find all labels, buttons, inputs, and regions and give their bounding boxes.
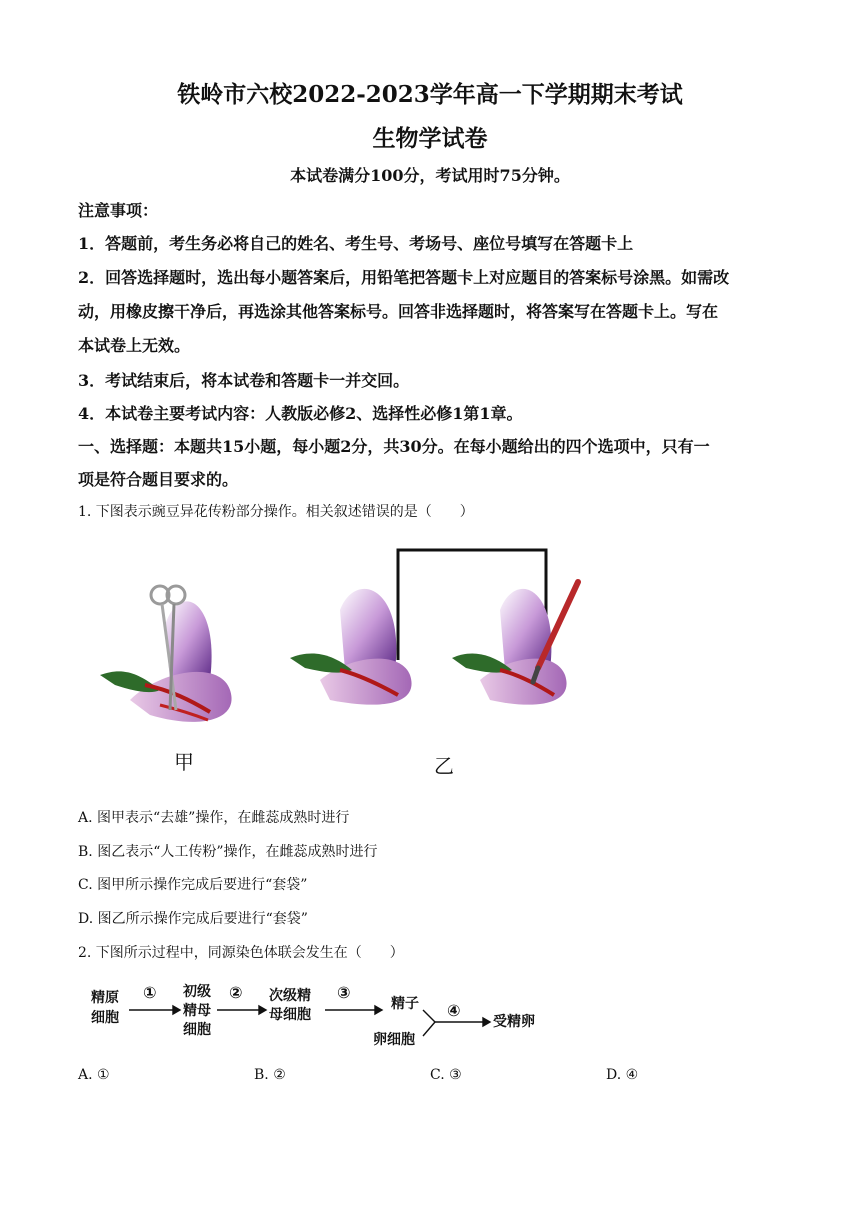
node-spermatogonium-line-2: 细胞 [91,1010,119,1026]
note-item-2-line-1: 2．回答选择题时，选出每小题答案后，用铅笔把答题卡上对应题目的答案标号涂黑。如需改 [78,268,730,287]
flower-b-right-with-brush [452,582,578,705]
question-1-stem: 1. 下图表示豌豆异花传粉部分操作。相关叙述错误的是（ ） [78,504,474,520]
step-3-label: ③ [337,983,351,1002]
question-1-option-d: D. 图乙所示操作完成后要进行“套袋” [78,911,308,927]
section-1-heading-line-1: 一、选择题：本题共15小题，每小题2分，共30分。在每小题给出的四个选项中，只有一 [78,437,710,456]
question-2-option-b: B. ② [254,1067,286,1083]
question-1-option-c: C. 图甲所示操作完成后要进行“套袋” [78,877,308,893]
note-item-2-line-2: 动，用橡皮擦干净后，再选涂其他答案标号。回答非选择题时，将答案写在答题卡上。写在 [78,302,719,321]
question-2-stem: 2. 下图所示过程中，同源染色体联会发生在（ ） [78,945,404,961]
question-2-option-c: C. ③ [430,1067,462,1083]
node-zygote: 受精卵 [493,1014,535,1030]
exam-info: 本试卷满分100分，考试用时75分钟。 [290,166,570,185]
figure-label-a: 甲 [174,750,194,774]
node-egg-cell: 卵细胞 [373,1032,415,1048]
flower-a-with-scissors [100,586,232,722]
flower-b-left [290,589,412,705]
question-2-option-a: A. ① [78,1067,110,1083]
section-1-heading-line-2: 项是符合题目要求的。 [78,470,239,489]
question-1-option-b: B. 图乙表示“人工传粉”操作，在雌蕊成熟时进行 [78,844,378,860]
node-secondary-spermatocyte-line-1: 次级精 [269,988,311,1004]
step-1-label: ① [143,983,157,1002]
step-2-label: ② [229,983,243,1002]
pea-pollination-figure [90,540,600,780]
node-sperm: 精子 [391,996,419,1012]
node-primary-spermatocyte-line-1: 初级 [183,984,211,1000]
node-primary-spermatocyte-line-3: 细胞 [183,1022,211,1038]
exam-title: 铁岭市六校2022-2023学年高一下学期期末考试 [177,81,683,108]
gametogenesis-flow-diagram [85,978,555,1052]
step-4-label: ④ [447,1001,461,1020]
node-secondary-spermatocyte-line-2: 母细胞 [269,1007,311,1023]
note-item-4: 4．本试卷主要考试内容：人教版必修2、选择性必修1第1章。 [78,404,523,423]
node-primary-spermatocyte-line-2: 精母 [183,1003,211,1019]
figure-label-b: 乙 [434,754,454,778]
note-item-3: 3．考试结束后，将本试卷和答题卡一并交回。 [78,371,410,390]
exam-subtitle: 生物学试卷 [372,125,488,152]
notes-heading: 注意事项： [78,201,159,220]
question-2-option-d: D. ④ [606,1067,639,1083]
note-item-2-line-3: 本试卷上无效。 [78,336,191,355]
note-item-1: 1．答题前，考生务必将自己的姓名、考生号、考场号、座位号填写在答题卡上 [78,234,634,253]
node-spermatogonium-line-1: 精原 [91,990,119,1006]
question-1-option-a: A. 图甲表示“去雄”操作，在雌蕊成熟时进行 [78,810,350,826]
